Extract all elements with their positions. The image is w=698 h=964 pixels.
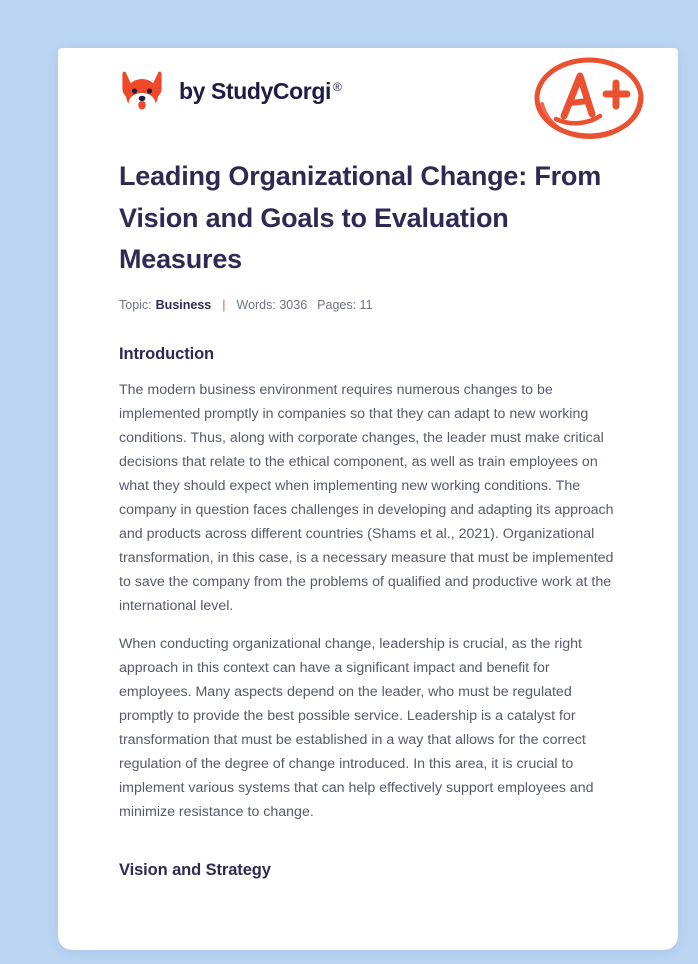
brand-name-text: by StudyCorgi (179, 77, 331, 104)
meta-topic-label: Topic: (119, 297, 152, 312)
document-header (58, 48, 678, 156)
meta-pages-count: Pages: 11 (317, 297, 373, 312)
page-title: Leading Organizational Change: From Vision and Goals to Evaluation Measures (119, 161, 602, 274)
studycorgi-brand-logo[interactable] (119, 68, 342, 114)
corgi-head-icon (119, 68, 165, 114)
document-page-sheet (58, 48, 678, 950)
meta-words-count: Words: 3036 (236, 297, 308, 312)
document-metadata (119, 298, 617, 312)
brand-wordmark (179, 77, 342, 104)
meta-topic-link[interactable]: Business (155, 297, 212, 312)
section-heading-introduction: Introduction (119, 344, 215, 363)
paragraph: When conducting organizational change, leadership is crucial, as the right approach in this context can have a significant impact and benefit for employees. Many aspects depend on the leader, who must be regulated promptly to provide the best possible service. Leadership is a catalyst for transformation that must be established in a way that allows for the correct regulation of the degree of change introduced. In this area, it is crucial to implement various systems that can help effectively support employees and minimize resistance to change. (119, 635, 594, 820)
a-plus-grade-icon (526, 52, 652, 146)
section-heading-vision-and-strategy: Vision and Strategy (119, 860, 271, 879)
registered-trademark-icon: ® (332, 79, 342, 94)
paragraph: The modern business environment requires numerous changes to be implemented promptly in companies so that they can adapt to new working conditions. Thus, along with corporate changes, the leader must make critical decisions that relate to the ethical component, as well as train employees on what they should expect when implementing new working conditions. The company in question faces challenges in developing and adapting its approach and products across different countries (Shams et al., 2021). Organizational transformation, in this case, is a necessary measure that must be implemented to save the company from the problems of qualified and productive work at the international level. (119, 381, 614, 614)
article-content (58, 156, 678, 880)
meta-separator: | (222, 297, 226, 312)
